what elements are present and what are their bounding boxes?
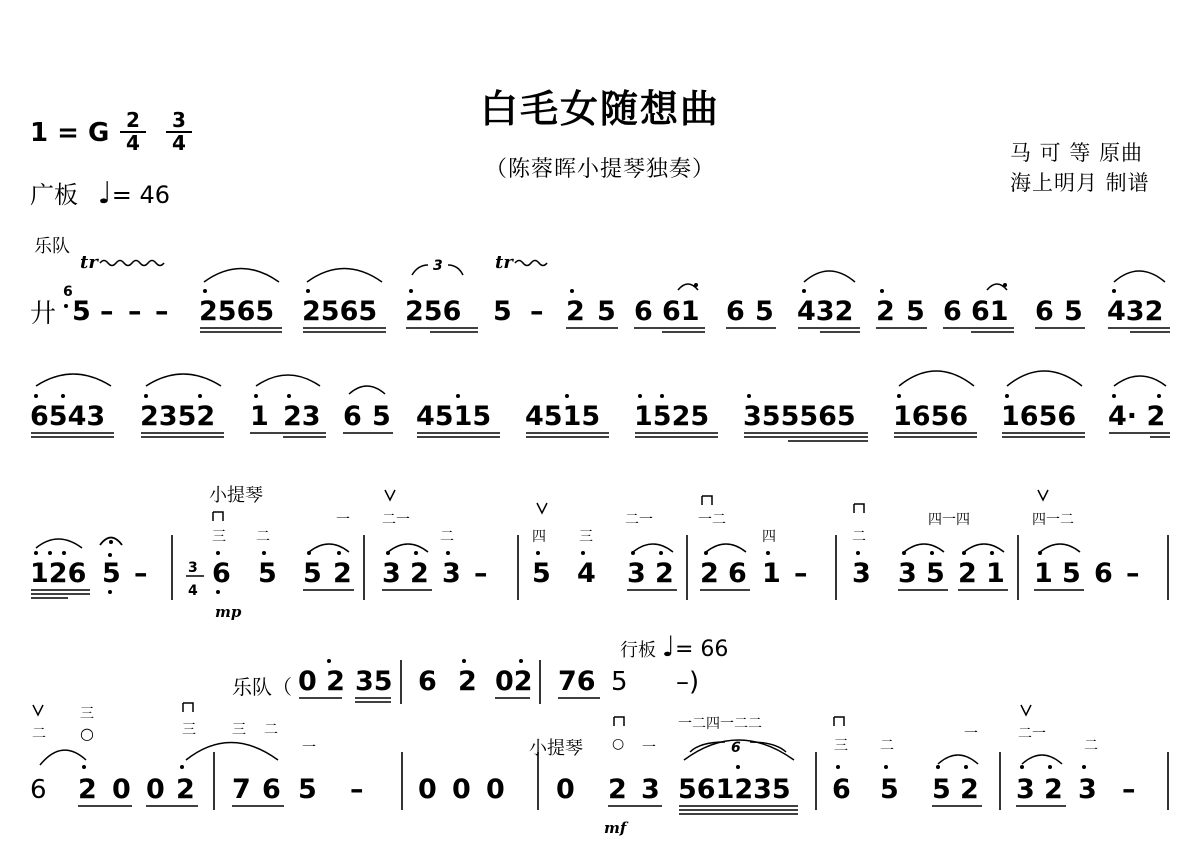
svg-text:二: 二 [852,529,866,545]
svg-text:5: 5 [755,296,774,327]
grace-note: 6 [63,284,73,300]
orchestra-label: 乐队 [34,236,70,257]
score-title: 白毛女随想曲 [479,86,720,131]
svg-text:6: 6 [832,774,851,805]
svg-text:5: 5 [298,774,317,805]
time-signature-3-4: 3 4 [166,110,192,154]
svg-text:–: – [1126,558,1140,589]
svg-text:2: 2 [960,774,979,805]
svg-text:2: 2 [176,774,195,805]
svg-text:–: – [134,558,148,589]
svg-text:–: – [794,558,808,589]
svg-text:5: 5 [532,558,551,589]
svg-text:6: 6 [1035,296,1054,327]
svg-text:3: 3 [641,774,660,805]
svg-text:5: 5 [493,296,512,327]
svg-text:2: 2 [876,296,895,327]
svg-text:5: 5 [303,558,322,589]
svg-text:3: 3 [1016,774,1035,805]
svg-text:二: 二 [32,726,46,742]
svg-text:6: 6 [30,775,47,805]
svg-text:二一: 二一 [625,512,653,528]
line-3 [30,490,1168,621]
time-signature-2-4: 2 4 [120,110,146,154]
svg-text:1: 1 [762,558,781,589]
svg-text:三: 三 [182,722,196,738]
quarter-note-icon: ♩ [661,630,675,663]
svg-text:6: 6 [262,774,281,805]
svg-text:二: 二 [1084,738,1098,754]
svg-text:1: 1 [986,558,1005,589]
svg-text:3: 3 [382,558,401,589]
svg-text:0: 0 [452,774,471,805]
svg-text:6543: 6543 [30,401,106,432]
tempo-marking: 广板 ♩= 46 [30,176,171,211]
svg-text:61: 61 [662,296,700,327]
svg-text:3: 3 [1078,774,1097,805]
svg-text:2: 2 [700,558,719,589]
tempo-label: 行板 ♩= 66 [620,630,729,663]
svg-text:mp: mp [215,603,242,621]
svg-text:0 2: 0 2 [298,666,345,697]
svg-text:–: – [350,774,364,805]
svg-text:6: 6 [728,558,747,589]
svg-text:3: 3 [627,558,646,589]
svg-text:6: 6 [634,296,653,327]
svg-text:23: 23 [283,401,321,432]
svg-text:355565: 355565 [743,401,856,432]
svg-text:–: – [155,296,169,327]
svg-text:二: 二 [256,529,270,545]
svg-text:四: 四 [532,529,546,545]
svg-text:二: 二 [440,529,454,545]
svg-text:432: 432 [1107,296,1164,327]
svg-text:6: 6 [1094,558,1113,589]
note: 5 [72,296,91,327]
svg-text:2: 2 [1044,774,1063,805]
svg-text:3: 3 [898,558,917,589]
svg-text:2: 2 [410,558,429,589]
svg-text:一二四一二二: 一二四一二二 [678,716,762,732]
svg-text:4515: 4515 [525,401,601,432]
svg-text:一: 一 [964,726,978,742]
score-subtitle: （陈蓉晖小提琴独奏） [484,157,715,182]
svg-text:0: 0 [112,774,131,805]
svg-text:5: 5 [1064,296,1083,327]
svg-text:35: 35 [355,666,393,697]
svg-text:一: 一 [336,512,350,528]
trill-mark: tr [80,252,98,273]
svg-text:5: 5 [258,558,277,589]
svg-text:4515: 4515 [416,401,492,432]
svg-text:tr: tr [495,252,513,273]
svg-text:1: 1 [1034,558,1053,589]
svg-text:2: 2 [655,558,674,589]
svg-text:三: 三 [212,529,226,545]
line-4a [298,659,699,704]
svg-text:6: 6 [731,740,741,756]
key-signature: 1 = G [30,118,110,148]
svg-text:2: 2 [608,774,627,805]
svg-text:4· 2: 4· 2 [1108,401,1166,432]
svg-text:5: 5 [932,774,951,805]
svg-text:6: 6 [343,401,362,432]
svg-text:–: – [1122,774,1136,805]
svg-text:61: 61 [971,296,1009,327]
line-4b [30,703,1168,837]
svg-text:四一二: 四一二 [1032,512,1074,528]
grace-symbol: 廾 [30,299,57,329]
svg-text:0: 0 [556,774,575,805]
svg-text:1656: 1656 [1001,401,1077,432]
svg-text:三: 三 [80,706,94,722]
svg-text:2: 2 [333,558,352,589]
svg-text:1525: 1525 [634,401,710,432]
svg-text:1: 1 [250,401,269,432]
svg-text:1656: 1656 [893,401,969,432]
svg-text:mf: mf [604,819,627,837]
svg-text:5: 5 [102,558,121,589]
svg-text:3: 3 [188,560,198,576]
orchestra-label-2: 乐队（ [232,675,292,699]
svg-text:四: 四 [762,529,776,545]
svg-text:0: 0 [486,774,505,805]
svg-text:5: 5 [1062,558,1081,589]
svg-text:4: 4 [577,558,596,589]
svg-text:2: 2 [458,666,477,697]
svg-text:4: 4 [188,583,198,599]
svg-text:–): –) [676,667,700,697]
svg-text:–: – [530,296,544,327]
svg-text:一二: 一二 [698,512,726,528]
svg-text:02: 02 [495,666,533,697]
svg-text:二一: 二一 [382,512,410,528]
svg-text:561235: 561235 [678,774,791,805]
svg-text:0: 0 [146,774,165,805]
violin-label: 小提琴 [209,485,263,506]
svg-text:三: 三 [232,722,246,738]
svg-text:6: 6 [418,666,437,697]
svg-text:5: 5 [611,667,628,697]
svg-text:432: 432 [797,296,854,327]
svg-text:2565: 2565 [302,296,378,327]
svg-text:–: – [128,296,142,327]
svg-text:三: 三 [579,529,593,545]
svg-text:5: 5 [880,774,899,805]
line-1 [30,252,1170,332]
svg-text:四一四: 四一四 [928,512,970,528]
svg-text:二: 二 [880,738,894,754]
arranger-credit: 海上明月 制谱 [1010,171,1150,195]
svg-text:3: 3 [442,558,461,589]
svg-text:0: 0 [418,774,437,805]
svg-text:3: 3 [852,558,871,589]
svg-text:6: 6 [943,296,962,327]
svg-text:256: 256 [405,296,462,327]
quarter-note-icon: ♩ [97,176,112,211]
svg-text:6: 6 [726,296,745,327]
svg-text:5: 5 [906,296,925,327]
svg-text:–: – [100,296,114,327]
violin-label-2: 小提琴 [529,738,583,759]
svg-text:5: 5 [926,558,945,589]
svg-text:一: 一 [302,740,316,756]
svg-text:–: – [474,558,488,589]
svg-text:2565: 2565 [199,296,275,327]
svg-text:7: 7 [232,774,251,805]
svg-text:○: ○ [80,724,94,743]
svg-text:二一: 二一 [1018,726,1046,742]
svg-text:2: 2 [958,558,977,589]
svg-text:76: 76 [558,666,596,697]
svg-text:6: 6 [212,558,231,589]
svg-text:一: 一 [642,740,656,756]
svg-text:3: 3 [433,258,443,274]
svg-text:○: ○ [612,736,625,752]
svg-text:三: 三 [834,738,848,754]
svg-text:126: 126 [30,558,87,589]
svg-text:2: 2 [566,296,585,327]
composer-credit: 马 可 等 原曲 [1010,141,1144,165]
svg-text:2352: 2352 [140,401,216,432]
svg-text:5: 5 [597,296,616,327]
svg-text:5: 5 [372,401,391,432]
svg-text:二: 二 [264,722,278,738]
svg-text:2: 2 [78,774,97,805]
line-2 [30,371,1170,441]
